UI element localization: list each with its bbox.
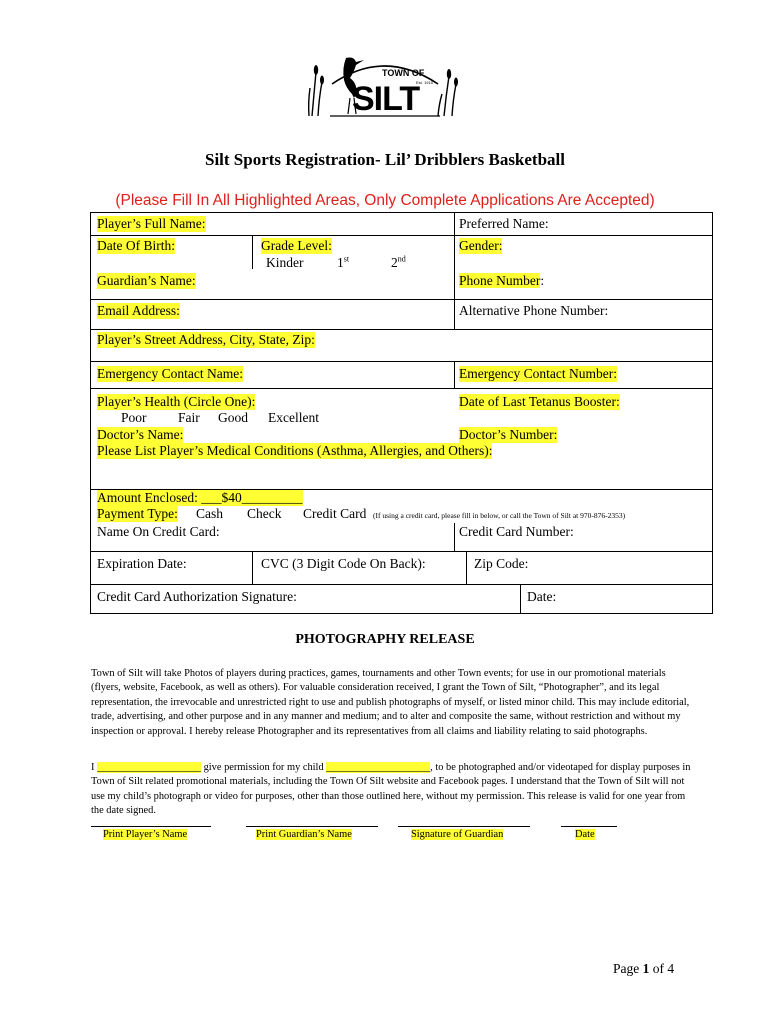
grade-first-suffix: st	[343, 254, 350, 264]
players-full-name-field[interactable]: Player’s Full Name:	[97, 216, 206, 231]
print-guardians-name-label: Print Guardian’s Name	[256, 829, 352, 840]
guardians-name-field[interactable]: Guardian’s Name:	[97, 273, 196, 288]
release-paragraph-1: Town of Silt will take Photos of players during practices, games, tournaments and other Town events; for use in our promotional materials (flyers, website, Facebook, as well as others). For valuable consideration received, I grant the Town of Silt, “Photographer”, and its legal representation, the irrevocable and unrestricted right to use and publish photographs of myself, or listed minor child. This may include editorial, trade, advertising, and other purpose and in any manner and medium; and to alter and composite the same, without restriction and without my inspection or approval. I hereby release Photographer and its representatives from all claims and liability relating to said photographs.	[91, 668, 690, 737]
page-of: of	[652, 961, 664, 976]
grade-second-number: 2	[391, 255, 398, 270]
doctors-number-field[interactable]: Doctor’s Number:	[459, 427, 558, 442]
logo-town-of: TOWN OF	[382, 68, 425, 78]
street-address-field[interactable]: Player’s Street Address, City, State, Zip:	[97, 332, 315, 347]
row-divider	[91, 388, 712, 389]
amount-enclosed: Amount Enclosed: ___$40_________	[97, 490, 303, 505]
row-divider	[91, 551, 712, 552]
emergency-contact-name-field[interactable]: Emergency Contact Name:	[97, 366, 243, 381]
payment-option-cash[interactable]: Cash	[196, 506, 223, 521]
logo-established: Est. 1915	[416, 80, 433, 85]
grade-first-number: 1	[337, 255, 344, 270]
logo-silt: SILT	[352, 80, 420, 118]
release-i: I	[91, 762, 95, 773]
guardian-name-blank[interactable]: ____________________	[97, 762, 201, 773]
tetanus-booster-field[interactable]: Date of Last Tetanus Booster:	[459, 394, 620, 409]
date-label: Date	[575, 829, 595, 840]
grade-option-kinder[interactable]: Kinder	[266, 255, 304, 270]
child-name-blank[interactable]: ____________________	[326, 762, 431, 773]
row-divider	[91, 584, 712, 585]
grade-level-field[interactable]: Grade Level:	[261, 238, 332, 253]
row-divider	[91, 235, 712, 236]
payment-type-label: Payment Type:	[97, 506, 178, 521]
registration-form	[90, 212, 713, 614]
print-players-name-label: Print Player’s Name	[103, 829, 188, 840]
column-divider	[454, 361, 455, 388]
phone-number-label: Phone Number	[459, 273, 541, 288]
grade-option-second[interactable]	[391, 255, 406, 271]
gender-field[interactable]: Gender:	[459, 238, 503, 253]
signature-line[interactable]	[91, 826, 211, 827]
page-total: 4	[667, 961, 675, 976]
card-date-field[interactable]: Date:	[527, 589, 557, 604]
payment-option-credit-card[interactable]: Credit Card	[303, 506, 367, 521]
page-title: Silt Sports Registration- Lil’ Dribblers Basketball	[205, 150, 565, 169]
cvc-field[interactable]: CVC (3 Digit Code On Back):	[261, 556, 426, 571]
column-divider	[252, 235, 253, 269]
signature-of-guardian-label: Signature of Guardian	[411, 829, 504, 840]
column-divider	[466, 551, 467, 584]
date-of-birth-field[interactable]: Date Of Birth:	[97, 238, 175, 253]
health-option-poor[interactable]: Poor	[121, 410, 147, 425]
signature-line[interactable]	[561, 826, 617, 827]
zip-code-field[interactable]: Zip Code:	[474, 556, 529, 571]
signature-line[interactable]	[246, 826, 378, 827]
column-divider	[454, 213, 455, 329]
column-divider	[520, 584, 521, 613]
doctors-name-field[interactable]: Doctor’s Name:	[97, 427, 184, 442]
health-option-good[interactable]: Good	[218, 410, 248, 425]
card-number-field[interactable]: Credit Card Number:	[459, 524, 574, 539]
signature-line[interactable]	[398, 826, 530, 827]
column-divider	[454, 523, 455, 551]
medical-conditions-field[interactable]: Please List Player’s Medical Conditions (Asthma, Allergies, and Others):	[97, 443, 493, 458]
phone-number-colon: :	[540, 273, 545, 288]
card-signature-field[interactable]: Credit Card Authorization Signature:	[97, 589, 297, 604]
name-on-card-field[interactable]: Name On Credit Card:	[97, 524, 220, 539]
instruction-text: (Please Fill In All Highlighted Areas, Only Complete Applications Are Accepted)	[115, 192, 655, 209]
row-divider	[91, 299, 712, 300]
credit-card-note: (If using a credit card, please fill in below, or call the Town of Silt at 970-876-2353)	[373, 511, 626, 520]
expiration-date-field[interactable]: Expiration Date:	[97, 556, 187, 571]
payment-option-check[interactable]: Check	[247, 506, 282, 521]
player-health-field[interactable]: Player’s Health (Circle One):	[97, 394, 256, 409]
email-address-field[interactable]: Email Address:	[97, 303, 180, 318]
emergency-contact-number-field[interactable]: Emergency Contact Number:	[459, 366, 617, 381]
photography-release-title: PHOTOGRAPHY RELEASE	[295, 632, 475, 647]
release-permission-rest: , to be photographed and/or videotaped for display purposes in Town of Silt related promotional materials, including the Town Of Silt website and Facebook pages. I understand that the Town of Silt will not use my child’s photograph or video for purposes, other than those outlined here, without my permission. This release is valid for one year from the date signed.	[91, 762, 691, 817]
release-permission-text: give permission for my child	[203, 762, 324, 773]
row-divider	[91, 361, 712, 362]
preferred-name-field[interactable]: Preferred Name:	[459, 216, 549, 231]
phone-number-field[interactable]	[459, 273, 544, 289]
alt-phone-field[interactable]: Alternative Phone Number:	[459, 303, 609, 318]
column-divider	[252, 551, 253, 584]
page-number	[613, 961, 674, 977]
grade-option-first[interactable]	[337, 255, 349, 271]
health-option-excellent[interactable]: Excellent	[268, 410, 319, 425]
page-prefix: Page	[613, 961, 640, 976]
row-divider	[91, 329, 712, 330]
page-current: 1	[642, 961, 650, 976]
town-of-silt-logo	[306, 54, 462, 118]
release-paragraph-2	[91, 761, 691, 819]
health-option-fair[interactable]: Fair	[178, 410, 200, 425]
grade-second-suffix: nd	[397, 254, 406, 264]
